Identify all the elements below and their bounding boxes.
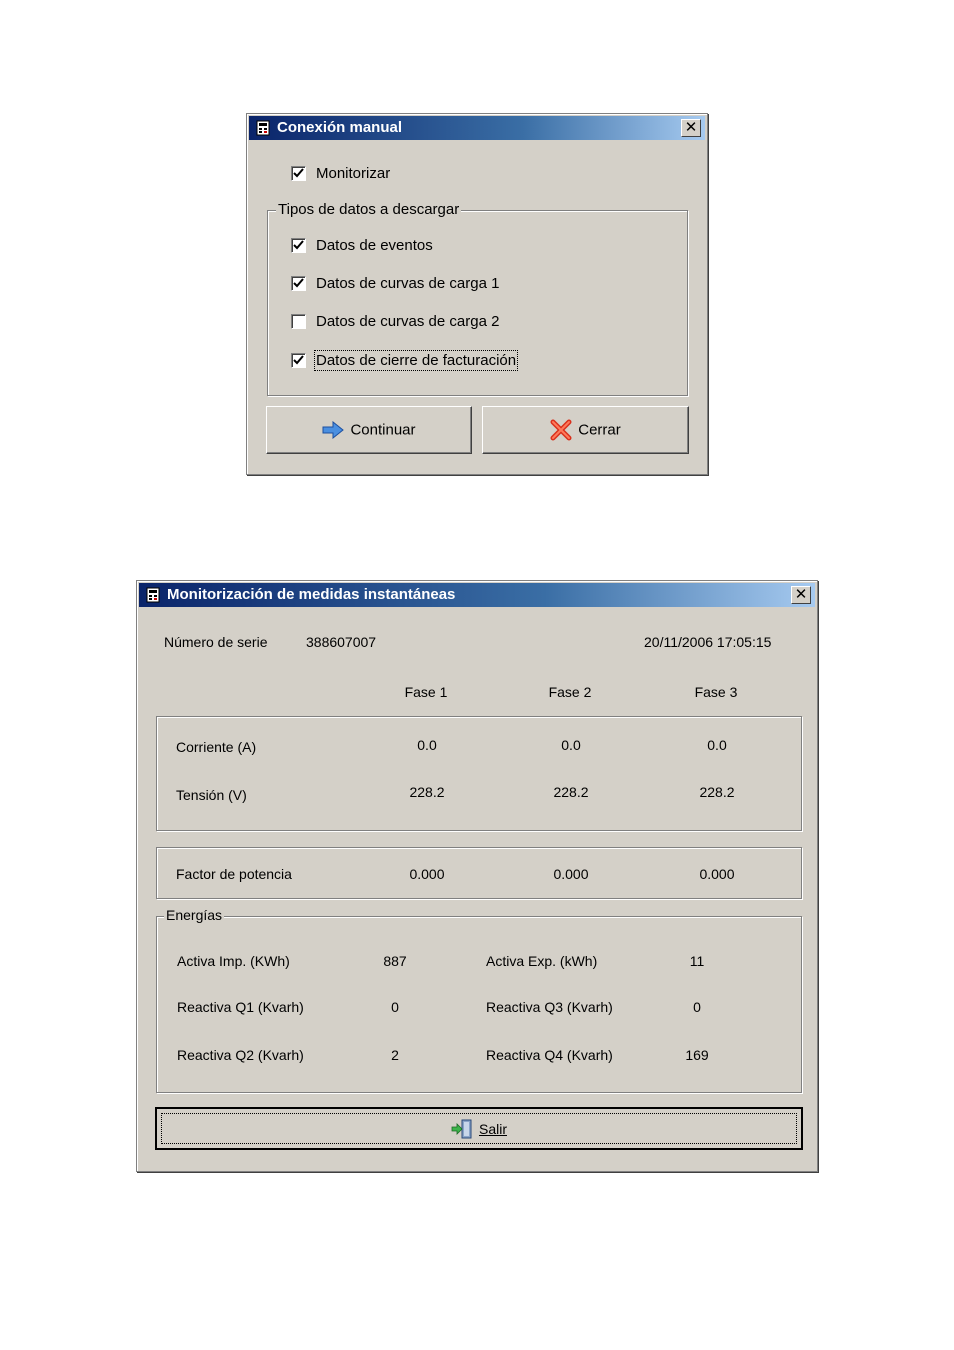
tension-fase-1: 228.2 [409, 784, 445, 800]
continue-button[interactable] [266, 406, 472, 454]
download-types-group [267, 201, 688, 396]
option-label: Datos de cierre de facturación [316, 352, 517, 369]
close-icon[interactable]: ✕ [681, 119, 701, 137]
check-icon [293, 168, 304, 179]
close-button-label: Cerrar [578, 421, 621, 439]
corriente-fase-2: 0.0 [561, 737, 581, 753]
app-icon [145, 587, 161, 603]
serial-label: Número de serie [164, 634, 268, 650]
phase-header-3: Fase 3 [694, 684, 738, 700]
monitorizar-label: Monitorizar [316, 165, 391, 182]
checkbox-box[interactable] [291, 238, 306, 253]
energy-left-value: 2 [391, 1047, 399, 1063]
dialog-title-bar[interactable] [139, 583, 815, 607]
checkbox-box[interactable] [291, 276, 306, 291]
energy-left-label: Activa Imp. (KWh) [177, 953, 290, 969]
corriente-fase-1: 0.0 [417, 737, 437, 753]
datetime: 20/11/2006 17:05:15 [644, 634, 772, 650]
close-button[interactable] [482, 406, 689, 454]
power-factor-panel [156, 847, 802, 899]
option-label: Datos de eventos [316, 237, 433, 254]
option-label: Datos de curvas de carga 1 [316, 275, 500, 292]
dialog-title: Monitorización de medidas instantáneas [167, 586, 456, 603]
conexion-manual-dialog [246, 113, 708, 475]
group-title: Tipos de datos a descargar [278, 201, 460, 218]
serial-value: 388607007 [306, 634, 377, 650]
energy-left-label: Reactiva Q1 (Kvarh) [177, 999, 304, 1015]
phase-header-2: Fase 2 [548, 684, 592, 700]
arrow-right-icon [322, 421, 344, 439]
check-icon [293, 240, 304, 251]
row-label-tension: Tensión (V) [176, 787, 247, 803]
dialog-title-bar[interactable] [249, 116, 705, 140]
row-label-corriente: Corriente (A) [176, 739, 257, 755]
check-icon [293, 278, 304, 289]
energies-group [156, 907, 802, 1093]
power-factor-fase-1: 0.000 [409, 866, 445, 882]
energy-right-label: Activa Exp. (kWh) [486, 953, 598, 969]
energies-title: Energías [166, 907, 223, 923]
monitorizacion-dialog [136, 580, 818, 1172]
continue-label: Continuar [350, 421, 416, 439]
tension-fase-2: 228.2 [553, 784, 589, 800]
energy-right-label: Reactiva Q4 (Kvarh) [486, 1047, 613, 1063]
energy-left-value: 887 [383, 953, 407, 969]
energy-right-value: 0 [693, 999, 701, 1015]
close-icon[interactable]: ✕ [791, 586, 811, 604]
power-factor-fase-2: 0.000 [553, 866, 589, 882]
energy-right-value: 169 [685, 1047, 709, 1063]
exit-button[interactable] [155, 1107, 803, 1150]
close-x-icon [550, 419, 572, 441]
measurements-panel [156, 716, 802, 831]
energy-left-label: Reactiva Q2 (Kvarh) [177, 1047, 304, 1063]
phase-header-1: Fase 1 [404, 684, 448, 700]
option-label: Datos de curvas de carga 2 [316, 313, 500, 330]
checkbox-box[interactable] [291, 166, 306, 181]
energy-left-value: 0 [391, 999, 399, 1015]
app-icon [255, 120, 271, 136]
dialog-title: Conexión manual [277, 119, 403, 136]
exit-door-icon [451, 1119, 473, 1139]
exit-label: Salir [478, 1120, 507, 1137]
checkbox-box[interactable] [291, 314, 306, 329]
corriente-fase-3: 0.0 [707, 737, 727, 753]
tension-fase-3: 228.2 [699, 784, 735, 800]
power-factor-fase-3: 0.000 [699, 866, 735, 882]
energy-right-value: 11 [689, 953, 705, 969]
power-factor-label: Factor de potencia [176, 866, 292, 882]
check-icon [293, 355, 304, 366]
checkbox-box[interactable] [291, 353, 306, 368]
energy-right-label: Reactiva Q3 (Kvarh) [486, 999, 613, 1015]
